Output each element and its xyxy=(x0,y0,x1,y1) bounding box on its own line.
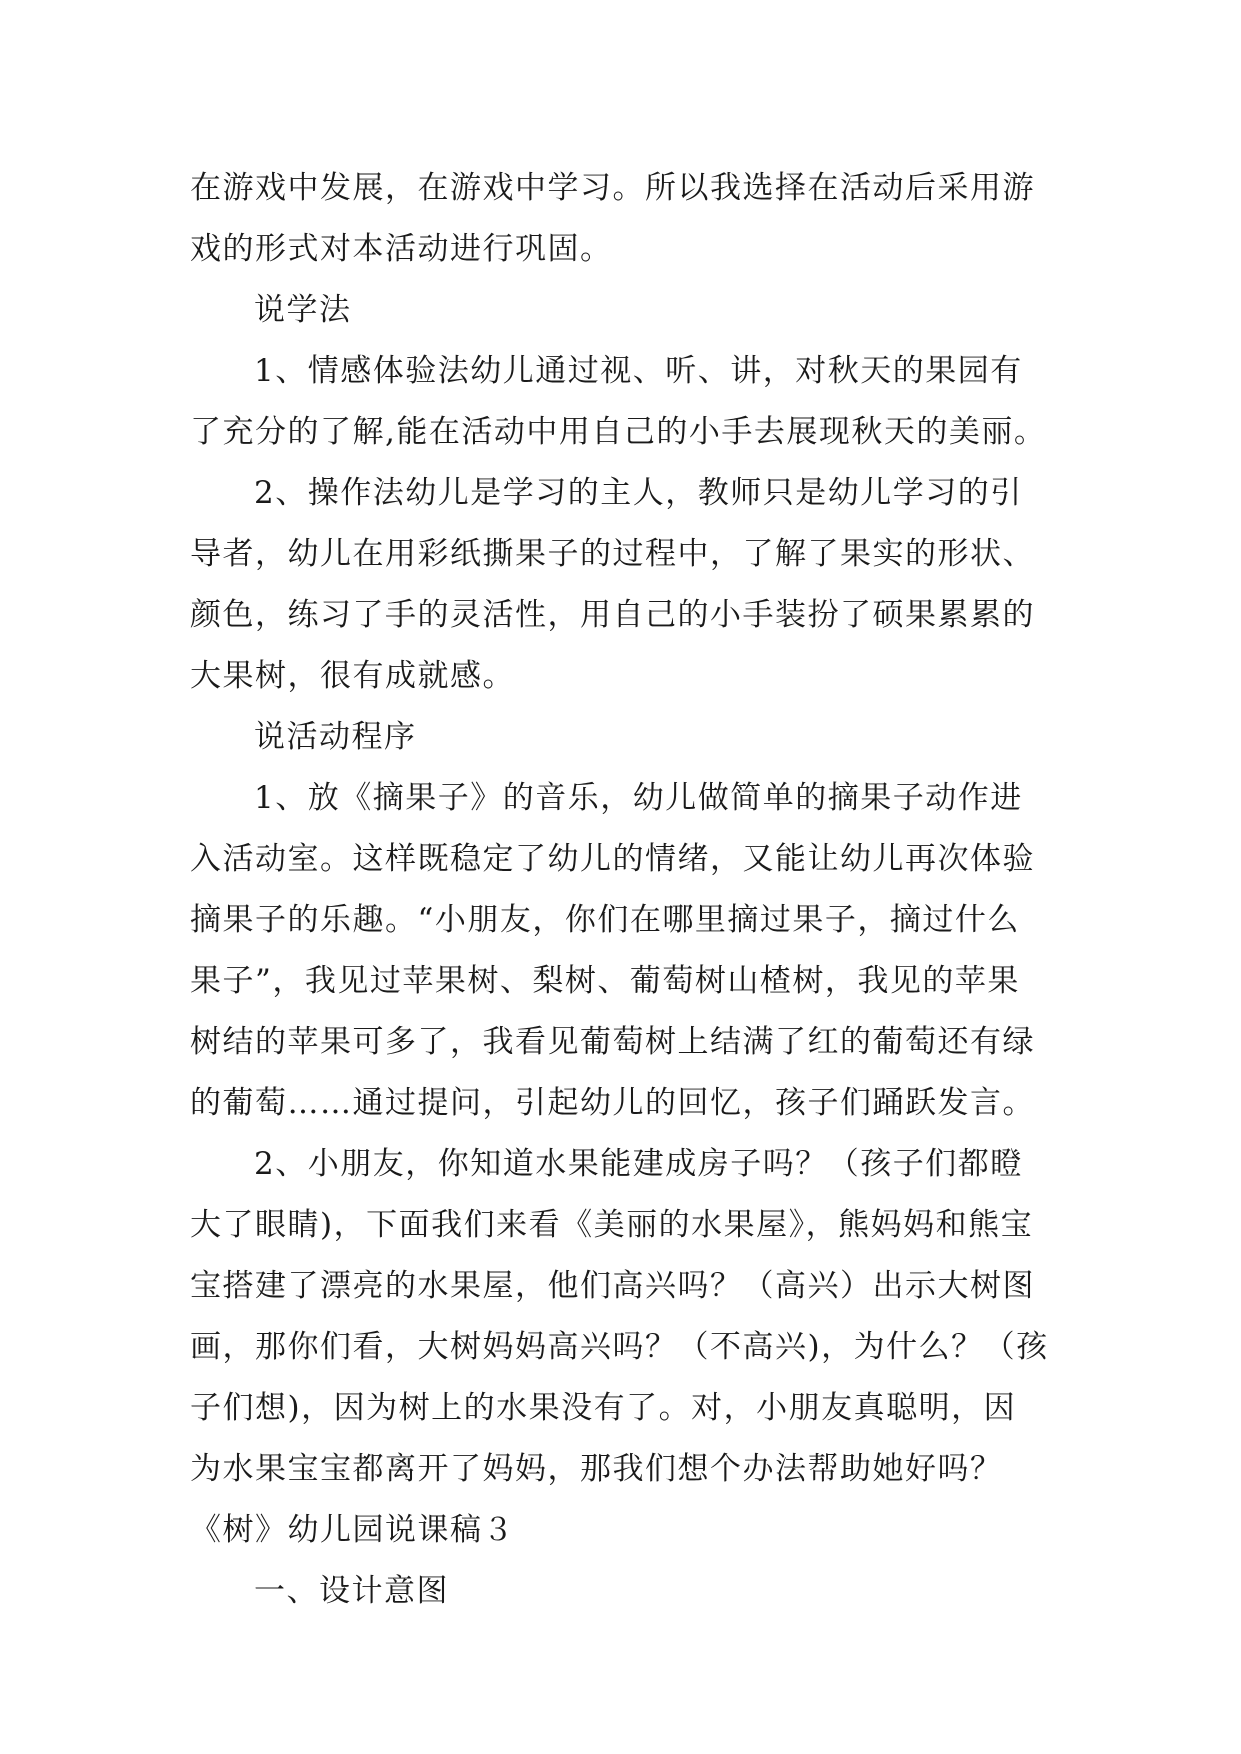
section-heading-activity-procedure: 说活动程序 xyxy=(254,719,417,755)
section-heading-design-intent: 一、设计意图 xyxy=(254,1573,449,1609)
document-title: 《树》幼儿园说课稿３ xyxy=(190,1512,515,1548)
document-body xyxy=(190,158,1070,1622)
paragraph-line: 戏的形式对本活动进行巩固。 xyxy=(190,231,613,267)
paragraph-line: 在游戏中发展，在游戏中学习。所以我选择在活动后采用游 xyxy=(190,170,1035,206)
paragraph-line: 的葡萄……通过提问，引起幼儿的回忆，孩子们踊跃发言。 xyxy=(190,1085,1035,1121)
paragraph-line: 树结的苹果可多了，我看见葡萄树上结满了红的葡萄还有绿 xyxy=(190,1024,1035,1060)
paragraph-line: 大了眼睛)，下面我们来看《美丽的水果屋》，熊妈妈和熊宝 xyxy=(190,1207,1034,1243)
paragraph-line: 入活动室。这样既稳定了幼儿的情绪，又能让幼儿再次体验 xyxy=(190,841,1035,877)
paragraph-line: 宝搭建了漂亮的水果屋，他们高兴吗？（高兴）出示大树图 xyxy=(190,1268,1035,1304)
paragraph-line: 摘果子的乐趣。“小朋友，你们在哪里摘过果子，摘过什么 xyxy=(190,902,1020,938)
paragraph-line: 1、放《摘果子》的音乐，幼儿做简单的摘果子动作进 xyxy=(254,780,1023,816)
paragraph-line: 为水果宝宝都离开了妈妈，那我们想个办法帮助她好吗？ xyxy=(190,1451,1003,1487)
paragraph-line: 2、操作法幼儿是学习的主人，教师只是幼儿学习的引 xyxy=(254,475,1023,511)
paragraph-line: 导者，幼儿在用彩纸撕果子的过程中，了解了果实的形状、 xyxy=(190,536,1035,572)
paragraph-line: 子们想)，因为树上的水果没有了。对，小朋友真聪明，因 xyxy=(190,1390,1017,1426)
section-heading-learning-method: 说学法 xyxy=(254,292,352,328)
paragraph-line: 颜色，练习了手的灵活性，用自己的小手装扮了硕果累累的 xyxy=(190,597,1035,633)
paragraph-line: 2、小朋友，你知道水果能建成房子吗？（孩子们都瞪 xyxy=(254,1146,1023,1182)
paragraph-line: 1、情感体验法幼儿通过视、听、讲，对秋天的果园有 xyxy=(254,353,1023,389)
paragraph-line: 果子”，我见过苹果树、梨树、葡萄树山楂树，我见的苹果 xyxy=(190,963,1020,999)
paragraph-line: 了充分的了解,能在活动中用自己的小手去展现秋天的美丽。 xyxy=(190,414,1047,450)
paragraph-line: 大果树，很有成就感。 xyxy=(190,658,515,694)
paragraph-line: 画，那你们看，大树妈妈高兴吗？（不高兴)，为什么？（孩 xyxy=(190,1329,1049,1365)
